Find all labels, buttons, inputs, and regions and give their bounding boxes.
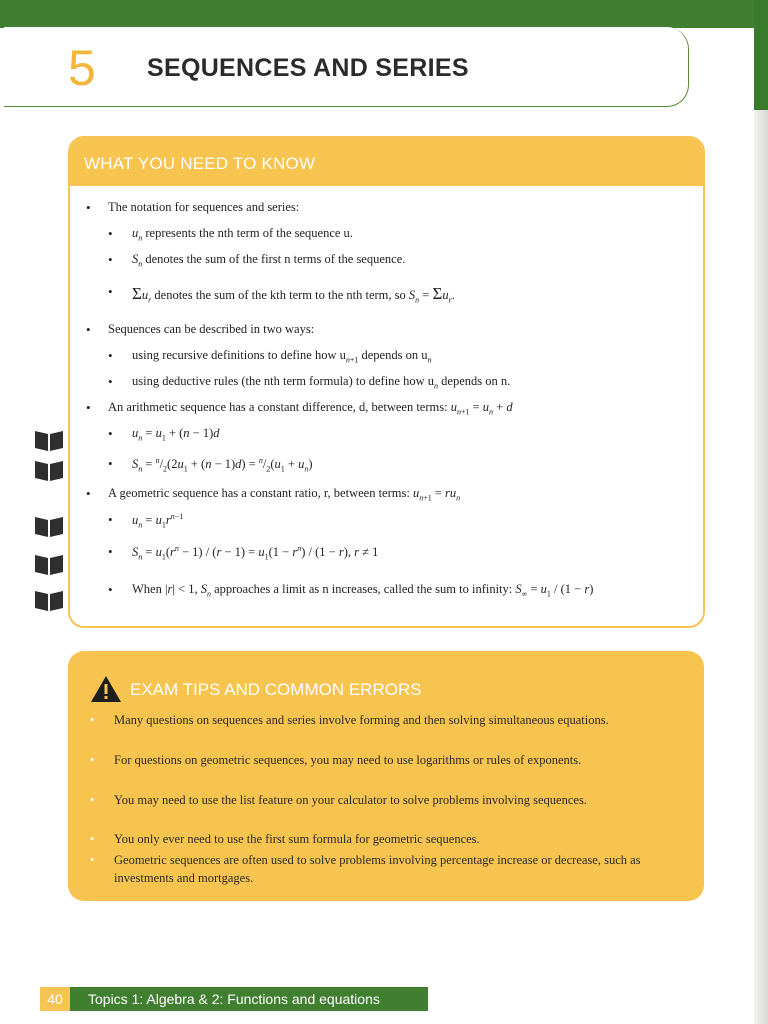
exam-tips-box: EXAM TIPS AND COMMON ERRORS • Many questions on sequences and series involve forming and then solving simultaneous equations. • For questions on geometric sequences, you may need to use logarithms or rules of exponents. • You may need to use the list feature on your calculator to solve problems involving sequences. • You only ever need to use the first sum formula for geometric sequences. • Geometric sequences are often used to solve problems involving percentage increase or decrease, such as investments and mortgages. (68, 651, 704, 901)
book-icon (34, 552, 64, 576)
tip-text: You may need to use the list feature on your calculator to solve problems involving sequences. (114, 793, 587, 807)
geo-intro: A geometric sequence has a constant ratio, r, between terms: (108, 486, 410, 500)
know-box-title: WHAT YOU NEED TO KNOW (70, 138, 703, 186)
describe-recursive-end: depends on u (361, 348, 428, 362)
book-icon (34, 514, 64, 538)
tip-text: Many questions on sequences and series involve forming and then solving simultaneous equations. (114, 713, 609, 727)
sum-infinity-b: < 1, (178, 582, 198, 596)
page-number: 40 (40, 987, 70, 1011)
notation-sn: denotes the sum of the first n terms of the sequence. (145, 252, 406, 266)
top-color-band (0, 0, 768, 28)
page-edge (754, 0, 768, 1024)
tip-text: You only ever need to use the first sum formula for geometric sequences. (114, 832, 480, 846)
describe-deductive-end: depends on n. (441, 374, 511, 388)
book-icon (34, 428, 64, 452)
arith-intro: An arithmetic sequence has a constant difference, d, between terms: (108, 400, 448, 414)
warning-icon (90, 675, 122, 703)
describe-deductive: using deductive rules (the nth term formula) to define how u (132, 374, 435, 388)
tip-text: Geometric sequences are often used to solve problems involving percentage increase or decrease, such as investments and mortgages. (114, 853, 641, 885)
describe-intro: Sequences can be described in two ways: (108, 322, 315, 336)
book-icon (34, 458, 64, 482)
arith-nth-term: $u_n = u_1 + (n - 1)d$ (132, 426, 220, 443)
book-icon (34, 588, 64, 612)
notation-sigma: denotes the sum of the kth term to the nth term, so (154, 288, 406, 302)
sum-infinity-c: approaches a limit as n increases, called the sum to infinity: (214, 582, 513, 596)
notation-un: represents the nth term of the sequence u. (145, 226, 353, 240)
exam-tips-title: EXAM TIPS AND COMMON ERRORS (130, 680, 422, 699)
sum-infinity-a: When (132, 582, 162, 596)
geo-sum: $S_n = u_1(r^n - 1) / (r - 1) = u_1(1 - r^n) / (1 - r)$, r ≠ 1 (132, 544, 379, 562)
describe-recursive: using recursive definitions to define how u (132, 348, 346, 362)
know-box-body: • The notation for sequences and series: • $u_n$ represents the nth term of the sequence u. • $S_n$ denotes the sum of the first n terms of the sequence. • $\Sigma u_r$ denotes the sum of the kth term to the nth term, so $S_n = \Sigma u_r$. • Sequences can be described in two ways: • using recursive definitions to define how $u_{n+1}$ depends on $u_n$ • using deductive rules (the nth term formula) to define how $u_n$ depends on n. • An arithmetic sequence has a constant difference, d, between terms: $u_{n+1} = u_n + d$ • $u_n = u_1 + (n - 1)d$ • $S_n = ^n/_2(2u_1 + (n - 1)d) = ^n/_2(u_1 + u_n)$ • A geometric sequence has a constant ratio, r, between terms: $u_{n+1} = ru_n$ • $u_n = u_1r^{n-1}$ • $S_n = u_1(r^n - 1) / (r - 1) = u_1(1 - r^n) / (1 - r)$, r ≠ 1 • When |r| < 1, $S_n$ approaches a limit as n increases, called the sum to infinity: $S_\infty = u_1 / (1 - r)$ (86, 200, 594, 599)
geo-nth-term: $u_n = u_1r^{n-1}$ (132, 512, 184, 530)
chapter-title: SEQUENCES AND SERIES (147, 54, 469, 82)
what-you-need-to-know-box (68, 136, 705, 628)
page-edge-green (754, 0, 768, 110)
arith-sum: $S_n = ^n/_2(2u_1 + (n - 1)d) = ^n/_2(u_1 + u_n)$ (132, 456, 313, 474)
tip-text: For questions on geometric sequences, you may need to use logarithms or rules of exponents. (114, 753, 582, 767)
notation-intro: The notation for sequences and series: (108, 200, 300, 214)
footer-topic: Topics 1: Algebra & 2: Functions and equations (70, 987, 428, 1011)
chapter-number: 5 (68, 40, 96, 96)
